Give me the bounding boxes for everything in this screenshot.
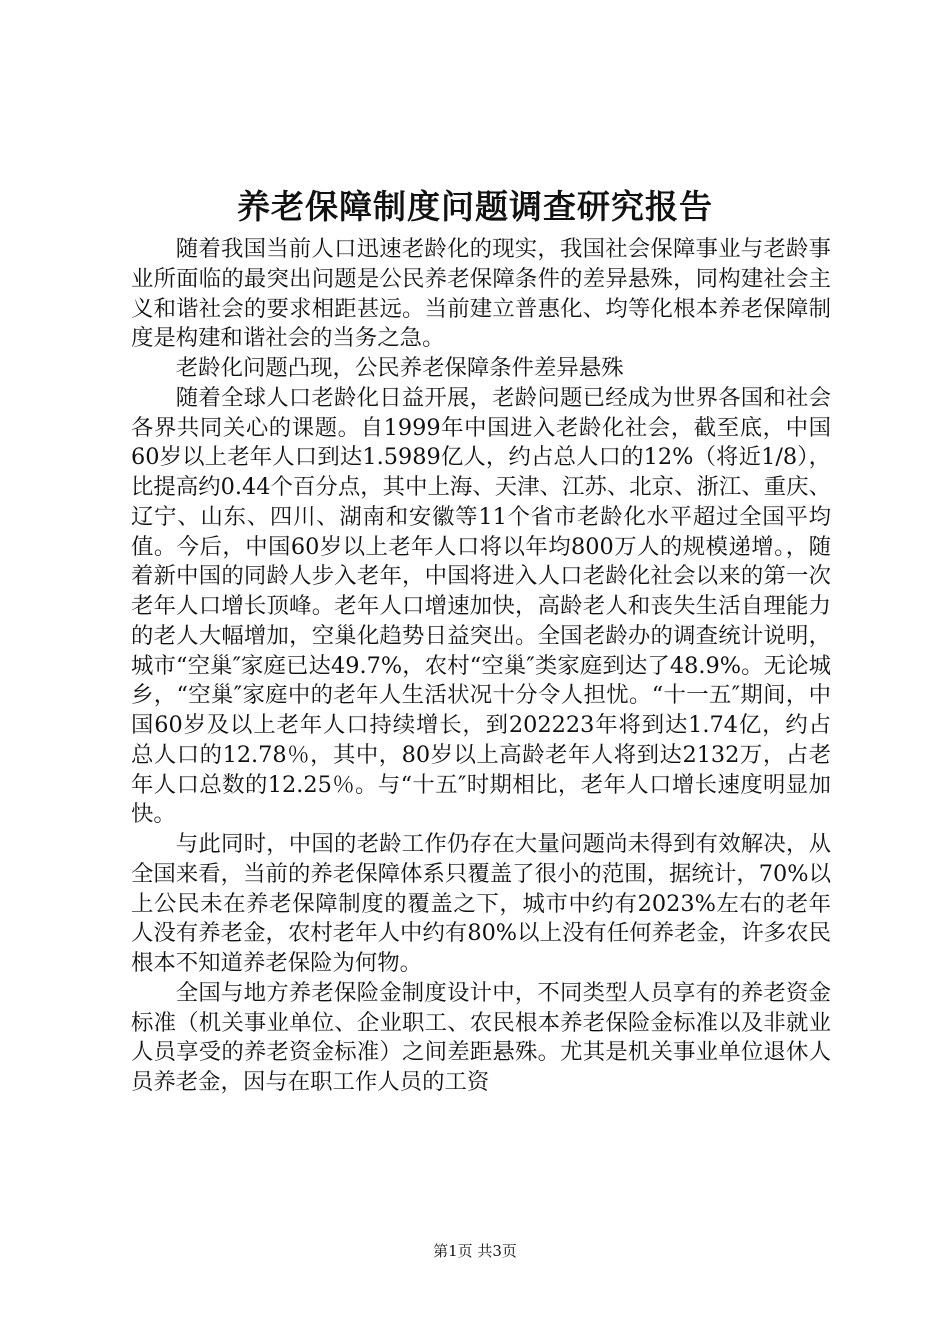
document-title: 养老保障制度问题调查研究报告 <box>237 187 713 226</box>
page-number-footer: 第1页 共3页 <box>433 1242 517 1260</box>
section-heading: 老龄化问题凸现，公民养老保障条件差异悬殊 <box>175 355 624 381</box>
document-body <box>131 235 831 1098</box>
paragraph-coverage-gap: 与此同时，中国的老龄工作仍存在大量问题尚未得到有效解决，从全国来看，当前的养老保障体系只覆盖了很小的范围，据统计，70%以上公民未在养老保障制度的覆盖之下，城市中约有2023%左右的老年人没有养老金，农村老年人中约有80%以上没有任何养老金，许多农民根本不知道养老保险为何物。 <box>131 831 831 976</box>
paragraph-pension-disparity: 全国与地方养老保险金制度设计中，不同类型人员享有的养老资金标准（机关事业单位、企业职工、农民根本养老保险金标准以及非就业人员享受的养老资金标准）之间差距悬殊。尤其是机关事业单位退休人员养老金，因与在职工作人员的工资 <box>131 979 831 1095</box>
paragraph-aging-statistics: 随着全球人口老龄化日益开展，老龄问题已经成为世界各国和社会各界共同关心的课题。自1999年中国进入老龄化社会，截至底，中国60岁以上老年人口到达1.5989亿人，约占总人口的12%（将近1/8），比提高约0.44个百分点，其中上海、天津、江苏、北京、浙江、重庆、辽宁、山东、四川、湖南和安徽等11个省市老龄化水平超过全国平均值。今后，中国60岁以上老年人口将以年均800万人的规模递增。，随着新中国的同龄人步入老年，中国将进入人口老龄化社会以来的第一次老年人口增长顶峰。老年人口增速加快，高龄老人和丧失生活自理能力的老人大幅增加，空巢化趋势日益突出。全国老龄办的调查统计说明，城市“空巢″家庭已达49.7%，农村“空巢″类家庭到达了48.9%。无论城乡，“空巢″家庭中的老年人生活状况十分令人担忧。“十一五″期间，中国60岁及以上老年人口持续增长，到202223年将到达1.74亿，约占总人口的12.78％，其中，80岁以上高龄老年人将到达2132万，占老年人口总数的12.25％。与“十五″时期相比，老年人口增长速度明显加快。 <box>131 384 831 828</box>
paragraph-intro: 随着我国当前人口迅速老龄化的现实，我国社会保障事业与老龄事业所面临的最突出问题是公民养老保障条件的差异悬殊，同构建社会主义和谐社会的要求相距甚远。当前建立普惠化、均等化根本养老保障制度是构建和谐社会的当务之急。 <box>131 236 831 352</box>
